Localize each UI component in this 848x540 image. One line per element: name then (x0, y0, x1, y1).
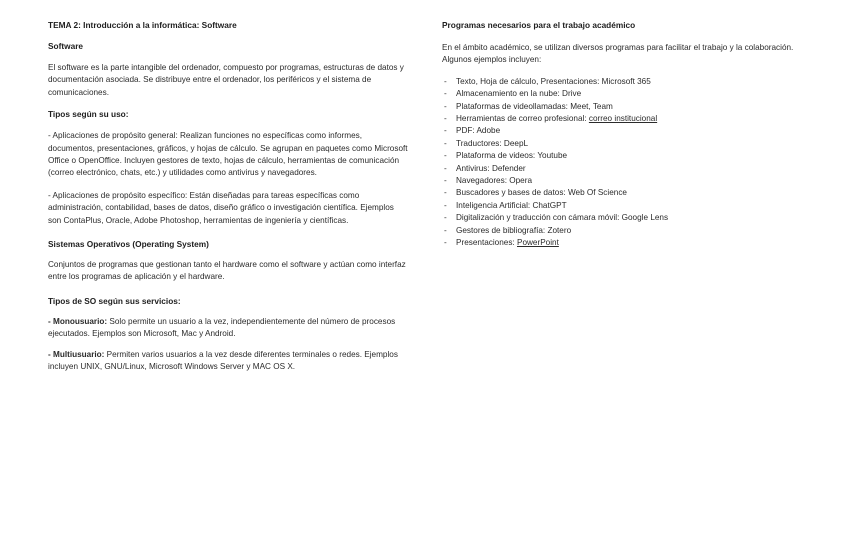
tipos-uso-heading: Tipos según su uso: (48, 109, 129, 120)
programas-list (442, 76, 812, 250)
general-purpose-paragraph: - Aplicaciones de propósito general: Realizan funciones no específicas como informes, documentos, presentaciones, gráficos, y hojas de cálculo. Se agrupan en paquetes como Microsoft Office o OpenOffice. Incluyen gestores de texto, hojas de cálculo, herramientas de comunicación (correo electrónico, chats, etc.) y utilidades como antivirus y navegadores. (48, 131, 408, 178)
software-paragraph: El software es la parte intangible del ordenador, compuesto por programas, estructuras de datos y documentación asociada. Se distribuye entre el ordenador, los periféricos y el sistema de comunicaciones. (48, 63, 404, 97)
list-item: - Herramientas de correo profesional: correo institucional (442, 113, 812, 125)
monousuario-paragraph (48, 316, 408, 341)
multiusuario-label: - Multiusuario: (48, 349, 105, 359)
list-item: - Antivirus: Defender (442, 163, 812, 175)
list-item: - Inteligencia Artificial: ChatGPT (442, 200, 812, 212)
list-item: - Texto, Hoja de cálculo, Presentaciones: Microsoft 365 (442, 76, 812, 88)
operating-system-heading: Sistemas Operativos (Operating System) (48, 239, 209, 250)
programas-heading: Programas necesarios para el trabajo académico (442, 20, 636, 30)
powerpoint-link[interactable]: PowerPoint (517, 238, 559, 248)
monousuario-label: - Monousuario: (48, 316, 108, 326)
list-item: - Traductores: DeepL (442, 138, 812, 150)
specific-purpose-paragraph: - Aplicaciones de propósito específico: Están diseñadas para tareas específicas como administración, contabilidad, bases de datos, diseño gráfico o investigación científica. Ejemplos son ContaPlus, Oracle, Adobe Photoshop, herramientas de ingeniería y científicas. (48, 190, 394, 225)
list-item: - Plataformas de videollamadas: Meet, Team (442, 101, 812, 113)
correo-institucional-link[interactable]: correo institucional (588, 114, 658, 124)
list-item: - Presentaciones: PowerPoint (442, 237, 812, 249)
monousuario-text: Solo permite un usuario a la vez, independientemente del número de procesos ejecutados. Ejemplos son Microsoft, Mac y Android. (48, 316, 396, 339)
list-item: - Plataforma de videos: Youtube (442, 150, 812, 162)
list-item: - Buscadores y bases de datos: Web Of Science (442, 187, 812, 199)
software-heading: Software (48, 41, 84, 51)
so-types-heading: Tipos de SO según sus servicios: (48, 295, 181, 306)
list-item: - Almacenamiento en la nube: Drive (442, 88, 812, 100)
operating-system-paragraph: Conjuntos de programas que gestionan tanto el hardware como el software y actúan como interfaz entre los programas de aplicación y el hardware. (48, 260, 406, 282)
right-column (442, 0, 812, 250)
multiusuario-paragraph (48, 349, 408, 374)
list-item: - Gestores de bibliografía: Zotero (442, 225, 812, 237)
left-column (48, 0, 408, 374)
programas-intro: En el ámbito académico, se utilizan diversos programas para facilitar el trabajo y la colaboración. Algunos ejemplos incluyen: (442, 43, 794, 65)
list-item: - Digitalización y traducción con cámara móvil: Google Lens (442, 212, 812, 224)
tema-title: TEMA 2: Introducción a la informática: Software (48, 20, 237, 30)
list-item: - PDF: Adobe (442, 125, 812, 137)
multiusuario-text: Permiten varios usuarios a la vez desde diferentes terminales o redes. Ejemplos incluyen UNIX, GNU/Linux, Microsoft Windows Server y MAC OS X. (48, 349, 398, 372)
list-item: - Navegadores: Opera (442, 175, 812, 187)
